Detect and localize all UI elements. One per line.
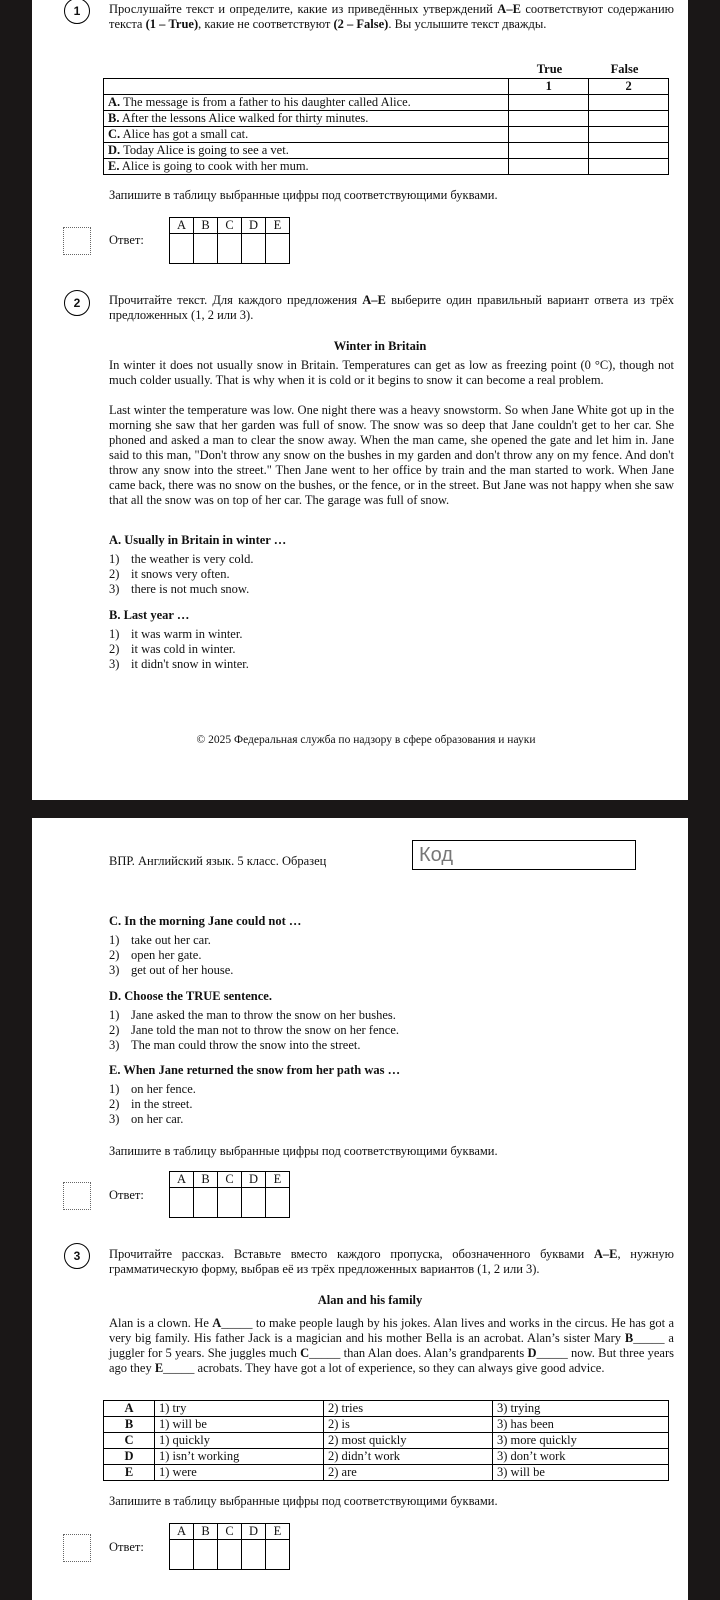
grammar-option-2: 2) are: [324, 1465, 493, 1481]
answer-cell[interactable]: [266, 1188, 290, 1218]
answer-cell[interactable]: [170, 234, 194, 264]
answer-option: 2) it snows very often.: [109, 567, 230, 581]
question-d: D. Choose the TRUE sentence.: [109, 989, 272, 1003]
answer-option: 2) open her gate.: [109, 948, 202, 962]
answer-cell[interactable]: [242, 1540, 266, 1570]
answer-cell[interactable]: [242, 234, 266, 264]
grammar-option-3: 3) don’t work: [493, 1449, 669, 1465]
grammar-letter: C: [104, 1433, 155, 1449]
text-title: Winter in Britain: [333, 339, 427, 353]
grammar-option-3: 3) trying: [493, 1401, 669, 1417]
true-cell[interactable]: [509, 95, 589, 111]
answer-option: 3) The man could throw the snow into the street.: [109, 1038, 361, 1052]
answer-cell[interactable]: [218, 234, 242, 264]
true-cell[interactable]: [509, 111, 589, 127]
answer-option: 1) Jane asked the man to throw the snow on her bushes.: [109, 1008, 396, 1022]
grammar-option-1: 1) quickly: [155, 1433, 324, 1449]
story-title: Alan and his family: [317, 1293, 423, 1307]
question-a-options: [109, 552, 254, 597]
grammar-row: [104, 1433, 669, 1449]
grammar-letter: A: [104, 1401, 155, 1417]
answer-letter: C: [218, 218, 242, 234]
true-header: True: [536, 62, 563, 76]
tf-col-1: 1: [509, 79, 589, 95]
grammar-option-3: 3) will be: [493, 1465, 669, 1481]
answer-option: 1) it was warm in winter.: [109, 627, 243, 641]
answer-option: 2) in the street.: [109, 1097, 193, 1111]
answer-letter: A: [170, 218, 194, 234]
page-header-title: ВПР. Английский язык. 5 класс. Образец: [109, 854, 327, 868]
grammar-options-table: [103, 1400, 669, 1481]
false-header: False: [610, 62, 639, 76]
statement-text: D. Today Alice is going to see a vet.: [104, 143, 509, 159]
false-cell[interactable]: [589, 159, 669, 175]
answer-table-2: [169, 1171, 290, 1218]
statement-text: E. Alice is going to cook with her mum.: [104, 159, 509, 175]
answer-letter: C: [218, 1172, 242, 1188]
answer-letter: E: [266, 218, 290, 234]
answer-option: 1) take out her car.: [109, 933, 211, 947]
answer-table-1: [169, 217, 290, 264]
answer-letter: C: [218, 1524, 242, 1540]
grammar-option-2: 2) most quickly: [324, 1433, 493, 1449]
answer-letter: D: [242, 218, 266, 234]
grammar-option-3: 3) has been: [493, 1417, 669, 1433]
question-e: E. When Jane returned the snow from her path was …: [109, 1063, 401, 1077]
question-e-options: [109, 1082, 196, 1127]
true-cell[interactable]: [509, 159, 589, 175]
statement-text: B. After the lessons Alice walked for thirty minutes.: [104, 111, 509, 127]
true-false-table: [103, 78, 669, 175]
answer-letter: D: [242, 1524, 266, 1540]
tf-header-row: [104, 79, 669, 95]
answer-option: 1) the weather is very cold.: [109, 552, 254, 566]
statement-row: [104, 143, 669, 159]
page-2: [32, 818, 688, 1600]
false-cell[interactable]: [589, 127, 669, 143]
true-cell[interactable]: [509, 127, 589, 143]
grammar-option-2: 2) tries: [324, 1401, 493, 1417]
grammar-letter: B: [104, 1417, 155, 1433]
answer-label-2: Ответ:: [109, 1188, 144, 1202]
answer-option: 3) it didn't snow in winter.: [109, 657, 249, 671]
task-3-number: 3: [64, 1243, 90, 1269]
true-cell[interactable]: [509, 143, 589, 159]
answer-checkbox-3[interactable]: [63, 1534, 91, 1562]
grammar-option-3: 3) more quickly: [493, 1433, 669, 1449]
answer-cell[interactable]: [218, 1188, 242, 1218]
question-b-options: [109, 627, 249, 672]
answer-letter: B: [194, 1524, 218, 1540]
answer-cell[interactable]: [266, 234, 290, 264]
task-1-write-instruction: Запишите в таблицу выбранные цифры под соответствующими буквами.: [109, 188, 498, 202]
answer-letter: D: [242, 1172, 266, 1188]
answer-option: 1) on her fence.: [109, 1082, 196, 1096]
statement-row: [104, 95, 669, 111]
statement-row: [104, 111, 669, 127]
grammar-row: [104, 1465, 669, 1481]
statement-row: [104, 127, 669, 143]
task-3-write-instruction: Запишите в таблицу выбранные цифры под соответствующими буквами.: [109, 1494, 498, 1508]
answer-letter: B: [194, 218, 218, 234]
answer-option: 2) it was cold in winter.: [109, 642, 236, 656]
grammar-option-1: 1) will be: [155, 1417, 324, 1433]
answer-option: 3) on her car.: [109, 1112, 184, 1126]
answer-option: 3) there is not much snow.: [109, 582, 250, 596]
false-cell[interactable]: [589, 143, 669, 159]
answer-cell[interactable]: [170, 1540, 194, 1570]
answer-cell[interactable]: [242, 1188, 266, 1218]
question-a: A. Usually in Britain in winter …: [109, 533, 287, 547]
grammar-option-1: 1) were: [155, 1465, 324, 1481]
grammar-letter: E: [104, 1465, 155, 1481]
answer-checkbox-1[interactable]: [63, 227, 91, 255]
task-3-instruction: Прочитайте рассказ. Вставьте вместо каждого пропуска, обозначенного буквами A–E, нужную грамматическую форму, выбрав её из трёх предложенных вариантов (1, 2 или 3).: [109, 1247, 674, 1276]
footer-copyright: © 2025 Федеральная служба по надзору в сфере образования и науки: [196, 734, 536, 746]
task-2-instruction: Прочитайте текст. Для каждого предложения A–E выберите один правильный вариант ответа из трёх предложенных (1, 2 или 3).: [109, 293, 674, 322]
false-cell[interactable]: [589, 95, 669, 111]
text-paragraph-1: In winter it does not usually snow in Britain. Temperatures can get as low as freezing point (0 °C), though not much colder usually. That is why when it is cold or it begins to snow it can become a real problem.: [109, 358, 674, 387]
answer-checkbox-2[interactable]: [63, 1182, 91, 1210]
question-d-options: [109, 1008, 399, 1053]
task-1-instruction: Прослушайте текст и определите, какие из приведённых утверждений A–E соответствуют содержанию текста (1 – True), какие не соответствуют (2 – False). Вы услышите текст дважды.: [109, 2, 674, 31]
answer-cell[interactable]: [194, 1188, 218, 1218]
grammar-option-2: 2) is: [324, 1417, 493, 1433]
question-b: B. Last year …: [109, 608, 190, 622]
answer-letter: B: [194, 1172, 218, 1188]
answer-cell[interactable]: [194, 234, 218, 264]
code-field[interactable]: Код: [412, 840, 636, 870]
answer-table-3: [169, 1523, 290, 1570]
story-text: Alan is a clown. He A_____ to make people laugh by his jokes. Alan lives and works in the circus. He has got a very big family. His father Jack is a magician and his mother Bella is an acrobat. Alan’s sister Mary B_____ a juggler for 5 years. She juggles much C_____ than Alan does. Alan’s grandparents D_____ now. But three years ago they E_____ acrobats. They have got a lot of experience, so they can always give good advice.: [109, 1316, 675, 1375]
grammar-row: [104, 1417, 669, 1433]
answer-cell[interactable]: [170, 1188, 194, 1218]
answer-letter: A: [170, 1524, 194, 1540]
answer-cell[interactable]: [266, 1540, 290, 1570]
statement-row: [104, 159, 669, 175]
statement-text: C. Alice has got a small cat.: [104, 127, 509, 143]
answer-cell[interactable]: [194, 1540, 218, 1570]
grammar-option-2: 2) didn’t work: [324, 1449, 493, 1465]
task-2-write-instruction: Запишите в таблицу выбранные цифры под соответствующими буквами.: [109, 1144, 498, 1158]
grammar-option-1: 1) try: [155, 1401, 324, 1417]
grammar-row: [104, 1401, 669, 1417]
text-paragraph-2: Last winter the temperature was low. One night there was a heavy snowstorm. So when Jane White got up in the morning she saw that her garden was full of snow. The snow was so deep that Jane couldn't get to her car. She phoned and asked a man to clear the snow away. When the man came, she opened the gate and let him in. Jane said to this man, "Don't throw any snow on the bushes in my garden and don't throw any on my fence. And don't throw any snow into the street." Then Jane went to her office by train and the man started to work. When Jane came back, there was no snow on the bushes, or the fence, or in the street. But Jane was not happy when she saw that all the snow was on top of her car. The garage was full of snow.: [109, 403, 674, 507]
answer-letter: E: [266, 1172, 290, 1188]
answer-letter: A: [170, 1172, 194, 1188]
statement-text: A. The message is from a father to his daughter called Alice.: [104, 95, 509, 111]
grammar-option-1: 1) isn’t working: [155, 1449, 324, 1465]
grammar-letter: D: [104, 1449, 155, 1465]
answer-label-3: Ответ:: [109, 1540, 144, 1554]
false-cell[interactable]: [589, 111, 669, 127]
question-c: C. In the morning Jane could not …: [109, 914, 302, 928]
answer-option: 2) Jane told the man not to throw the snow on her fence.: [109, 1023, 399, 1037]
answer-label-1: Ответ:: [109, 233, 144, 247]
page-1: [32, 0, 688, 800]
answer-option: 3) get out of her house.: [109, 963, 234, 977]
grammar-row: [104, 1449, 669, 1465]
answer-cell[interactable]: [218, 1540, 242, 1570]
task-1-number: 1: [64, 0, 90, 24]
task-2-number: 2: [64, 290, 90, 316]
question-c-options: [109, 933, 233, 978]
tf-col-2: 2: [589, 79, 669, 95]
answer-letter: E: [266, 1524, 290, 1540]
